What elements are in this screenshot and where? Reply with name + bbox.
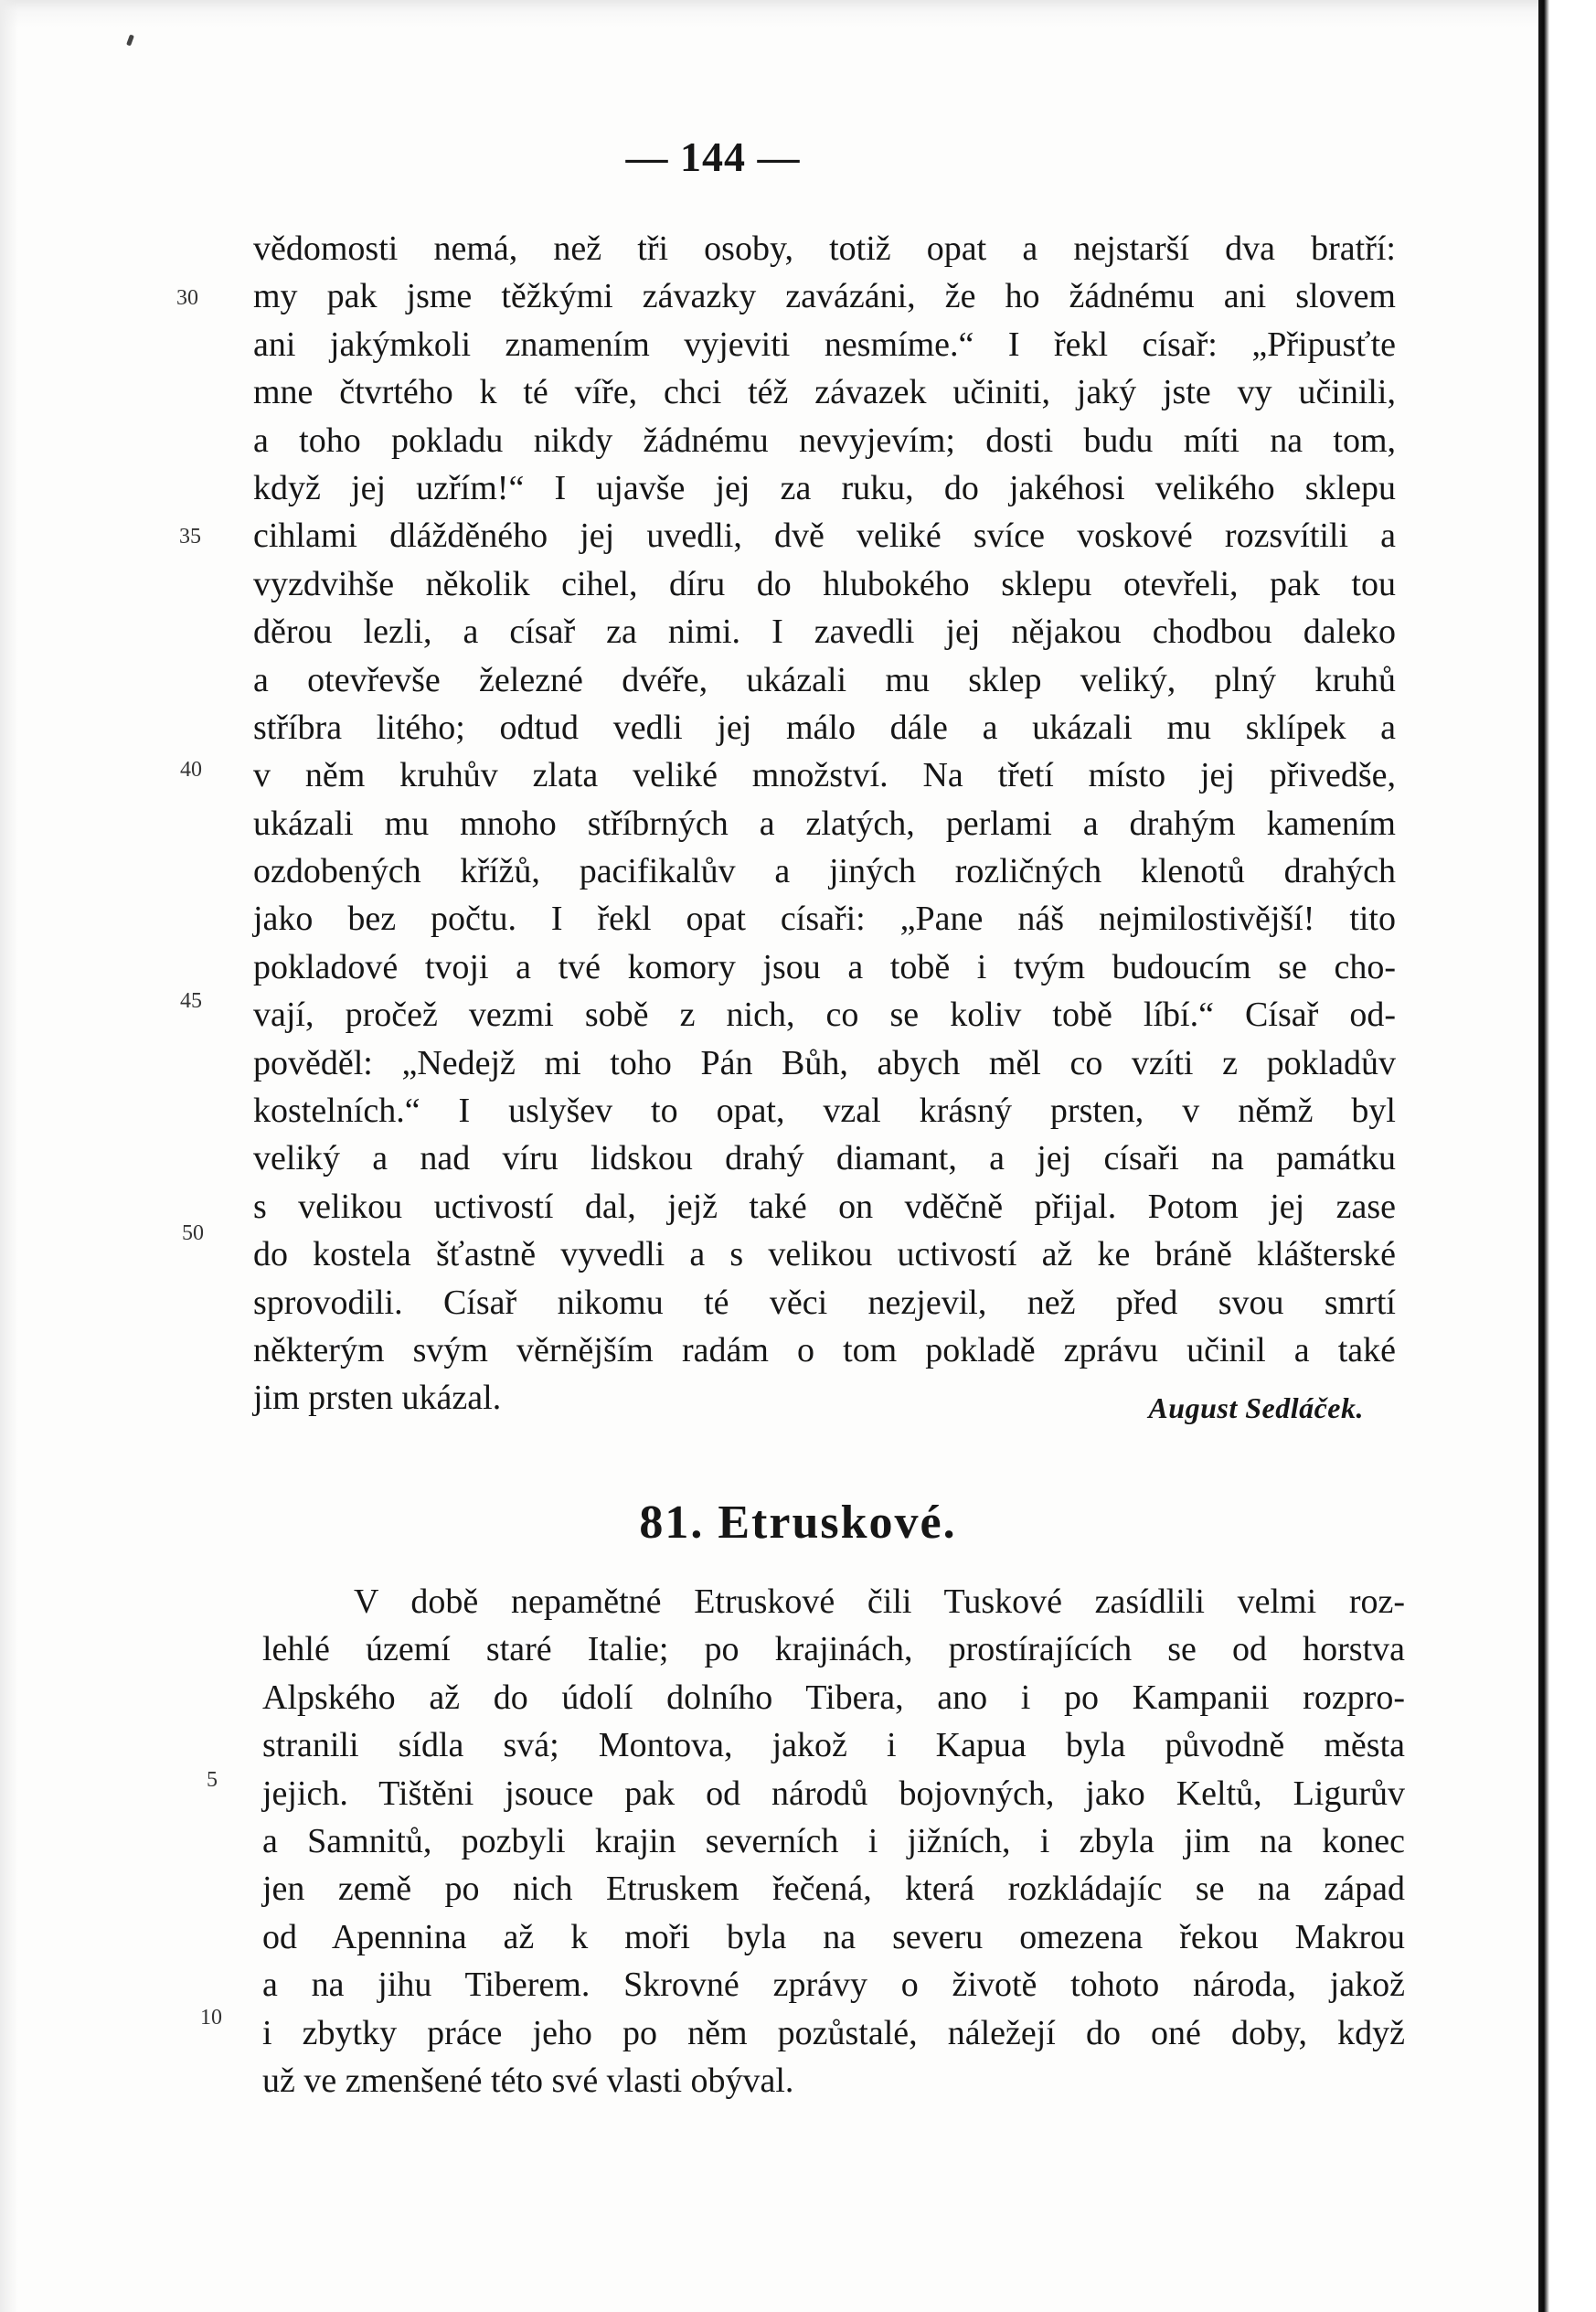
text-line: do kostela šťastně vyvedli a s velikou uctivostí až ke bráně klášterské [253,1235,1396,1274]
line-number: 45 [180,989,202,1013]
text-line: cihlami dlážděného jej uvedli, dvě veliké svíce voskové rozsvítili a [253,517,1396,556]
line-number: 35 [179,525,201,549]
text-line: a Samnitů, pozbyli krajin severních i jižních, i zbyla jim na konec [262,1821,1405,1860]
text-line: V době nepamětné Etruskové čili Tuskové zasídlili velmi roz- [354,1582,1405,1621]
text-line: děrou lezli, a císař za nimi. I zavedli jej nějakou chodbou daleko [253,613,1396,652]
author-signature: August Sedláček. [1148,1391,1364,1424]
page-number: — 144 — [625,133,801,180]
line-number: 40 [180,758,202,782]
text-line: stříbra litého; odtud vedli jej málo dále a ukázali mu sklípek a [253,708,1396,747]
text-line: ukázali mu mnoho stříbrných a zlatých, perlami a drahým kamením [253,804,1396,843]
text-line: ozdobených křížů, pacifikalův a jiných rozličných klenotů drahých [253,852,1396,891]
text-line: jejich. Tištěni jsouce pak od národů bojovných, jako Keltů, Ligurův [262,1774,1405,1813]
text-line: i zbytky práce jeho po něm pozůstalé, náležejí do oné doby, když [262,2013,1405,2052]
text-line: pokladové tvoji a tvé komory jsou a tobě i tvým budoucím se cho- [253,947,1396,986]
text-line: s velikou uctivostí dal, jejž také on vděčně přijal. Potom jej zase [253,1187,1396,1226]
text-line: vají, pročež vezmi sobě z nich, co se koliv tobě líbí.“ Císař od- [253,996,1396,1035]
text-line: a toho pokladu nikdy žádnému nevyjevím; dosti budu míti na tom, [253,421,1396,460]
text-line: pověděl: „Nedejž mi toho Pán Bůh, abych měl co vzíti z pokladův [253,1043,1396,1082]
text-line: už ve zmenšené této své vlasti obýval. [262,2061,794,2100]
scan-edge-right [1538,0,1596,2312]
text-line: od Apennina až k moři byla na severu omezena řekou Makrou [262,1917,1405,1956]
text-block-continuation [253,225,1396,1422]
text-line: lehlé území staré Italie; po krajinách, prostírajících se od horstva [262,1630,1405,1669]
line-number: 50 [182,1221,204,1245]
text-line: veliký a nad víru lidskou drahý diamant, a jej císaři na památku [253,1139,1396,1178]
text-line: v něm kruhův zlata veliké množství. Na třetí místo jej přivedše, [253,756,1396,795]
scan-edge-left [0,0,18,2312]
ink-speck [126,35,134,47]
text-line: vyzdvihše několik cihel, díru do hlubokého sklepu otevřeli, pak tou [253,564,1396,603]
line-number: 30 [176,286,198,310]
text-line: jako bez počtu. I řekl opat císaři: „Pane náš nejmilostivější! tito [253,900,1396,939]
line-number: 5 [207,1768,218,1792]
text-line: ani jakýmkoli znamením vyjeviti nesmíme.“ I řekl císař: „Připusťte [253,325,1396,364]
text-line: mne čtvrtého k té víře, chci též závazek učiniti, jaký jste vy učinili, [253,373,1396,412]
text-line: některým svým věrnějším radám o tom pokladě zprávu učinil a také [253,1330,1396,1369]
text-line: stranili sídla svá; Montova, jakož i Kapua byla původně města [262,1726,1405,1765]
text-line: jen země po nich Etruskem řečená, která rozkládajíc se na západ [262,1870,1405,1909]
text-line: sprovodili. Císař nikomu té věci nezjevil, než před svou smrtí [253,1283,1396,1322]
text-line: kostelních.“ I uslyšev to opat, vzal krásný prsten, v němž byl [253,1092,1396,1131]
scan-edge-top [0,0,1538,27]
line-number: 10 [200,2006,222,2030]
text-line: a na jihu Tiberem. Skrovné zprávy o životě tohoto národa, jakož [262,1966,1405,2005]
text-line: a otevřevše železné dvéře, ukázali mu sklep veliký, plný kruhů [253,660,1396,699]
text-line: vědomosti nemá, než tři osoby, totiž opat a nejstarší dva bratří: [253,229,1396,268]
chapter-heading: 81. Etruskové. [639,1497,957,1549]
text-line: když jej uzřím!“ I ujavše jej za ruku, do jakéhosi velikého sklepu [253,468,1396,507]
text-line: my pak jsme těžkými závazky zavázáni, že ho žádnému ani slovem [253,277,1396,316]
text-block-etruscans [262,1578,1405,2104]
text-line: jim prsten ukázal. [253,1379,502,1418]
text-line: Alpského až do údolí dolního Tibera, ano i po Kampanii rozpro- [262,1678,1405,1717]
